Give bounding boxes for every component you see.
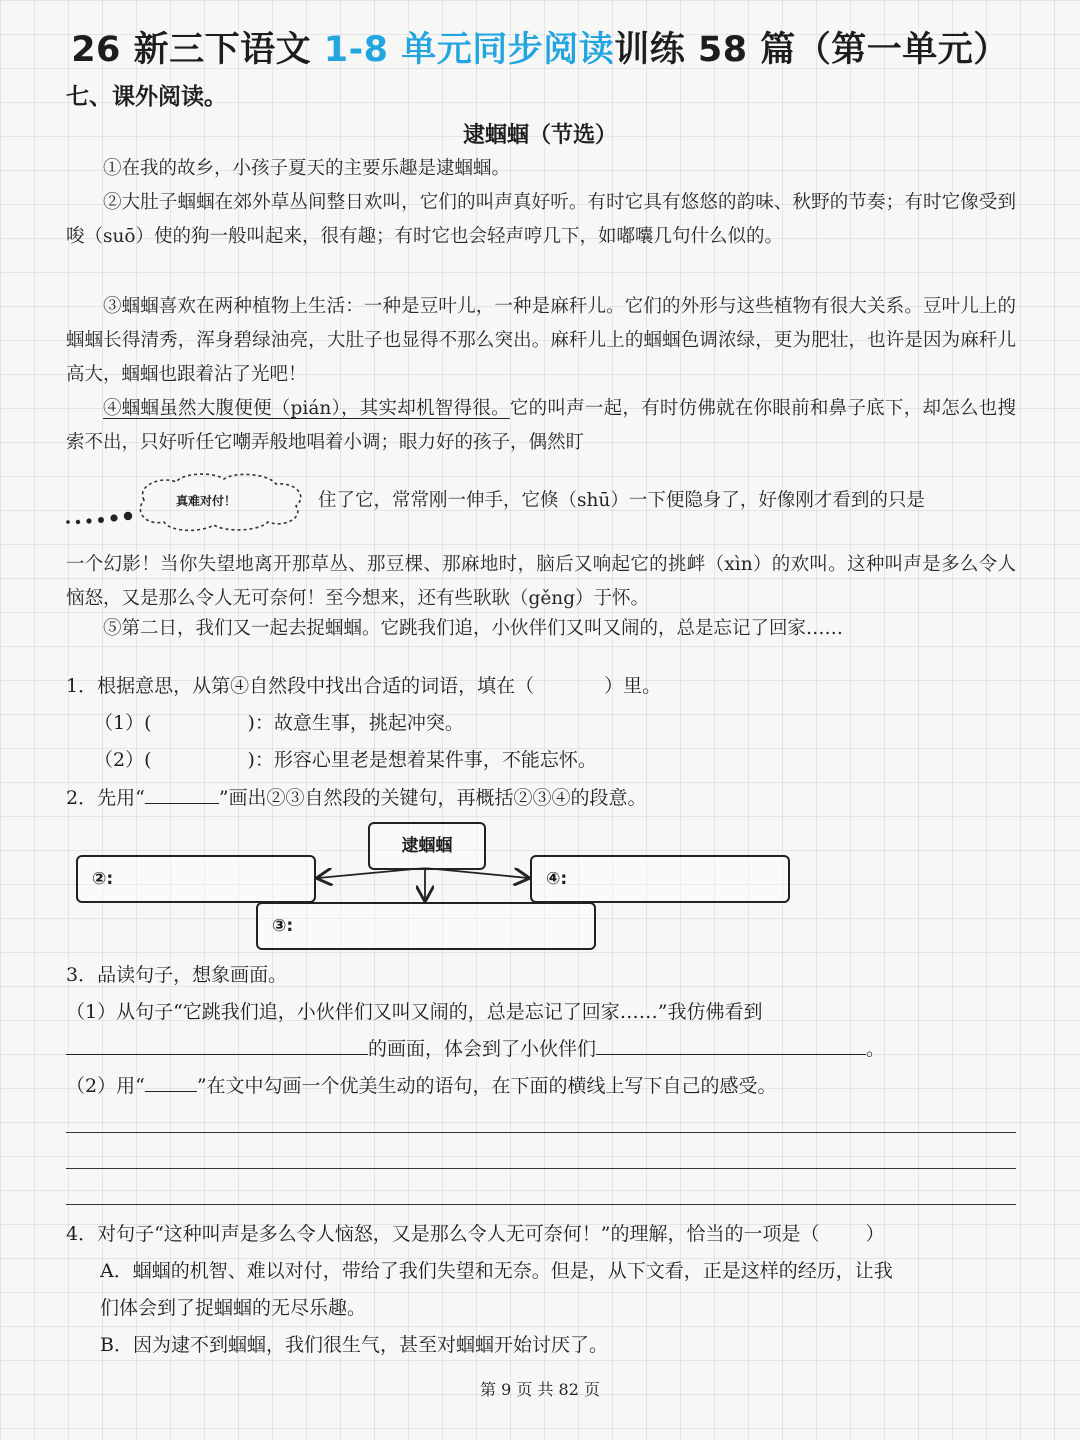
paragraph-4-line-3: 住了它，常常刚一伸手，它倏（shū）一下便隐身了，好像刚才看到的只是	[318, 490, 925, 511]
story-title: 逮蝈蝈（节选）	[462, 123, 617, 148]
question-3: 3．品读句子，想象画面。	[66, 964, 288, 986]
banner-part-1: 26 新三下语文	[71, 30, 324, 70]
section-heading: 七、课外阅读。	[66, 84, 227, 110]
answer-line[interactable]	[66, 1132, 1016, 1133]
option-b[interactable]: B．因为逮不到蝈蝈，我们很生气，甚至对蝈蝈开始讨厌了。	[100, 1334, 608, 1356]
story-paragraph-4-continued: 一个幻影！当你失望地离开那草丛、那豆棵、那麻地时，脑后又响起它的挑衅（xìn）的欢叫。这种叫声是多么令人恼怒，又是那么令人无可奈何！至今想来，还有些耿耿（gěng）于怀。	[66, 554, 1016, 609]
diagram-center-box: 逮蝈蝈	[368, 822, 486, 870]
paragraph-4-text: 它的叫声一起，有时仿佛就在你眼前和鼻子底下，却怎么也搜索不出，只好听任它嘲弄般地唱着小调；眼力好的孩子，偶然盯	[66, 398, 1016, 453]
question-2: 2．先用“ ”画出②③自然段的关键句，再概括②③④的段意。	[66, 780, 647, 817]
answer-line[interactable]	[66, 1204, 1016, 1205]
banner-part-3: 训练 58 篇（第一单元）	[614, 30, 1009, 70]
option-a[interactable]: A．蝈蝈的机智、难以对付，带给了我们失望和无奈。但是，从下文看，正是这样的经历，让我	[100, 1260, 893, 1282]
answer-line[interactable]	[66, 1168, 1016, 1169]
question-1: 1．根据意思，从第④自然段中找出合适的词语，填在（ ）里。	[66, 675, 662, 697]
story-paragraph-5: ⑤第二日，我们又一起去捉蝈蝈。它跳我们追，小伙伴们又叫又闹的，总是忘记了回家……	[103, 618, 844, 639]
option-a-continued: 们体会到了捉蝈蝈的无尽乐趣。	[100, 1297, 367, 1319]
question-4: 4．对句子“这种叫声是多么令人恼怒，又是那么令人无可奈何！”的理解，恰当的一项是（ ）	[66, 1223, 885, 1245]
diagram-box-4[interactable]: ④:	[530, 855, 790, 903]
banner-highlight: 1-8 单元同步阅读	[323, 30, 615, 70]
question-3-item-1: （1）从句子“它跳我们追，小伙伴们又叫又闹的，总是忘记了回家……”我仿佛看到	[66, 1001, 763, 1023]
question-1-item-1: （1）( )：故意生事，挑起冲突。	[94, 712, 464, 734]
page-footer: 第 9 页 共 82 页	[480, 1380, 600, 1399]
story-paragraph-2: ②大肚子蝈蝈在郊外草丛间整日欢叫，它们的叫声真好听。有时它具有悠悠的韵味、秋野的节奏；有时它像受到唆（suō）使的狗一般叫起来，很有趣；有时它也会轻声哼几下，如嘟囔几句什么似的。	[66, 192, 1016, 247]
question-1-item-2: （2）( )：形容心里老是想着某件事，不能忘怀。	[94, 749, 597, 771]
question-3-item-2: （2）用“ ”在文中勾画一个优美生动的语句，在下面的横线上写下自己的感受。	[66, 1068, 777, 1105]
diagram-box-3[interactable]: ③:	[256, 902, 596, 950]
story-paragraph-1: ①在我的故乡，小孩子夏天的主要乐趣是逮蝈蝈。	[103, 158, 511, 179]
diagram-box-2[interactable]: ②:	[76, 855, 316, 903]
underlined-sentence: ④蝈蝈虽然大腹便便（pián），其实却机智得很。	[103, 398, 510, 419]
answer-blank[interactable]	[66, 1033, 368, 1055]
answer-blank[interactable]	[596, 1033, 866, 1055]
story-paragraph-3: ③蝈蝈喜欢在两种植物上生活：一种是豆叶儿，一种是麻秆儿。它们的外形与这些植物有很大关系。豆叶儿上的蝈蝈长得清秀，浑身碧绿油亮，大肚子也显得不那么突出。麻秆儿上的蝈蝈色调浓绿，更为肥壮，也许是因为麻秆儿高大，蝈蝈也跟着沾了光吧！	[66, 296, 1016, 385]
bubble-text: 真难对付！	[176, 494, 237, 508]
question-3-item-1-blanks: 的画面，体会到了小伙伴们 。	[66, 1031, 885, 1068]
